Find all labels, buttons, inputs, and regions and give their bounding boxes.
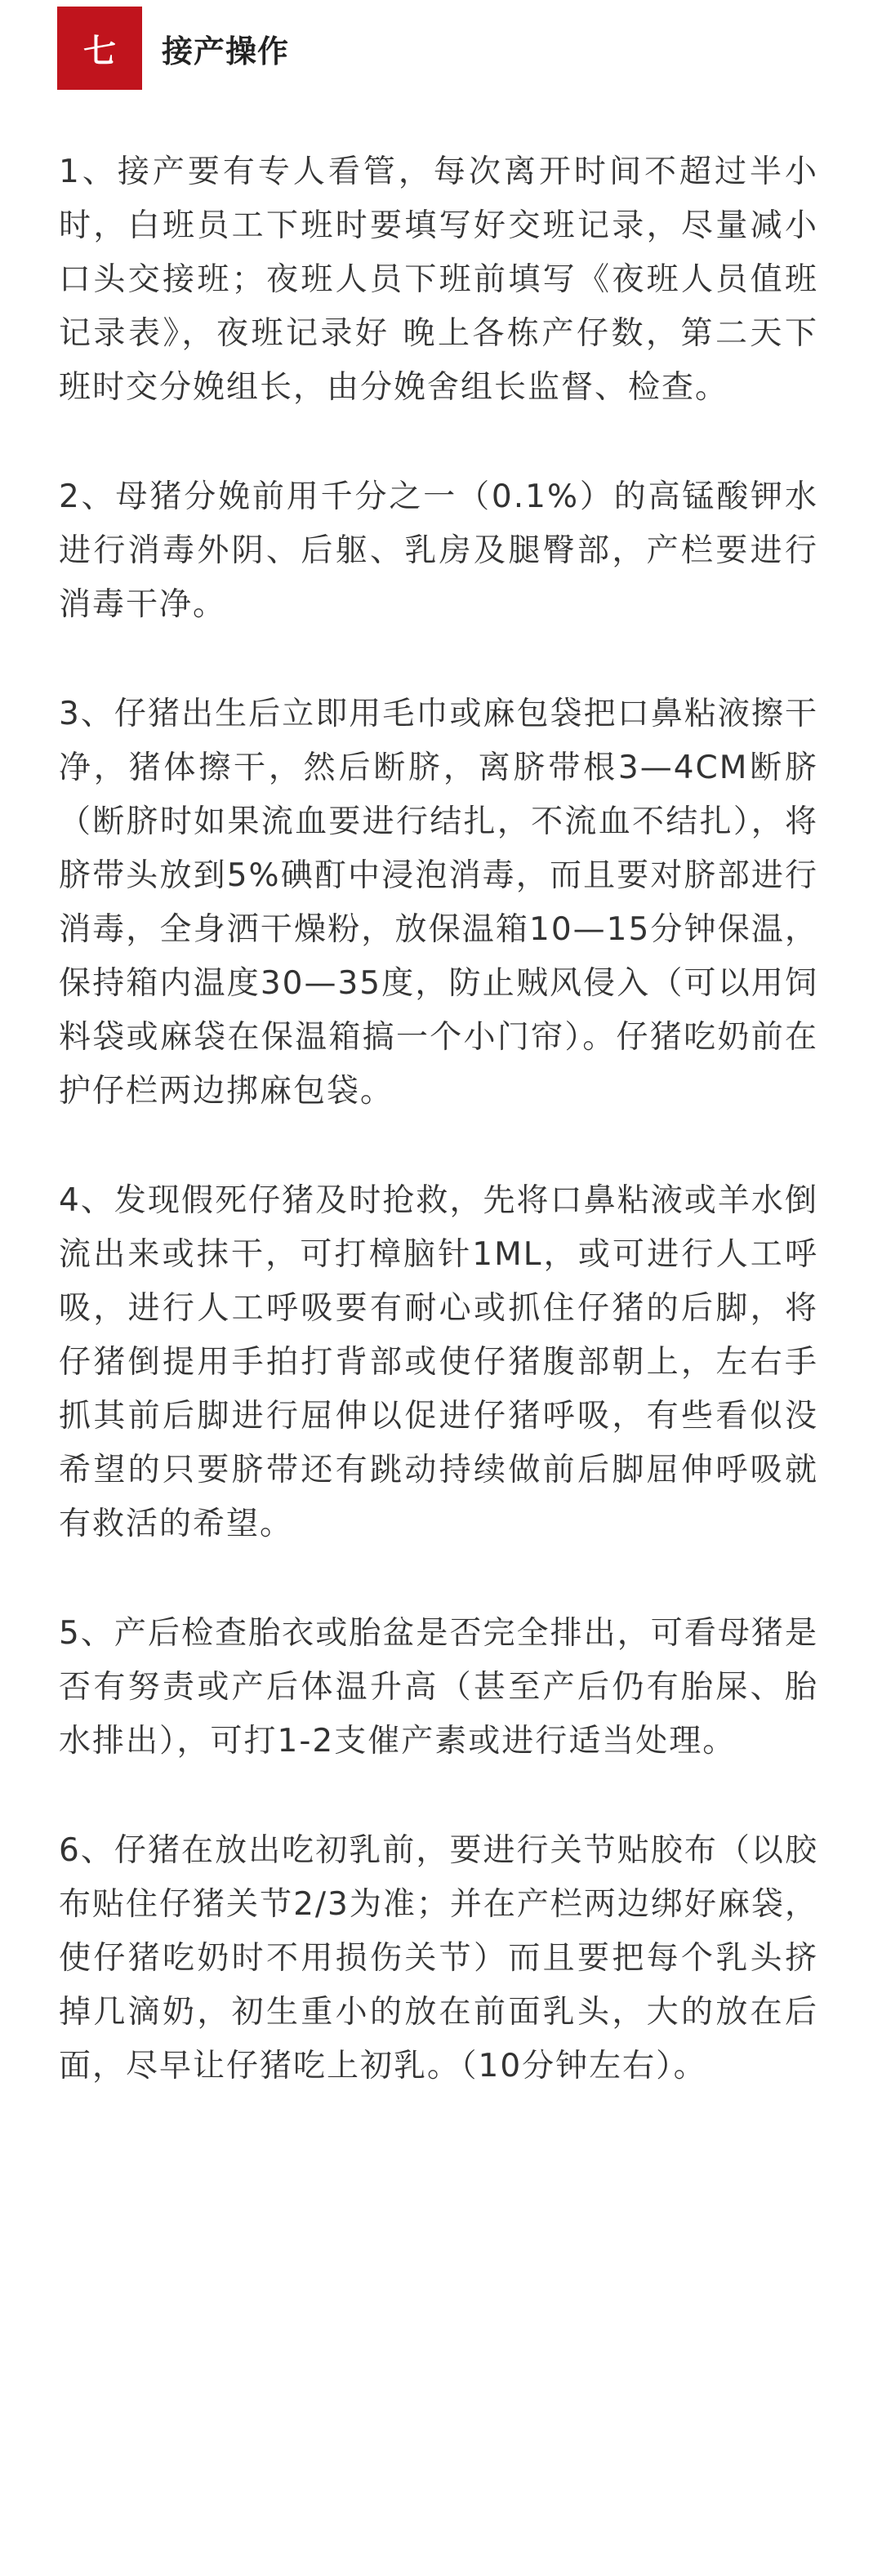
paragraph-1: 1、接产要有专人看管，每次离开时间不超过半小时，白班员工下班时要填写好交班记录，尽量减小口头交接班；夜班人员下班前填写《夜班人员值班记录表》，夜班记录好 晚上各栋产仔数，第二天下班时交分娩组长，由分娩舍组长监督、检查。 bbox=[59, 153, 818, 406]
section-title: 接产操作 bbox=[162, 33, 290, 69]
paragraph-4: 4、发现假死仔猪及时抢救，先将口鼻粘液或羊水倒流出来或抹干，可打樟脑针1ML，或可进行人工呼吸，进行人工呼吸要有耐心或抓住仔猪的后脚，将仔猪倒提用手拍打背部或使仔猪腹部朝上，左右手抓其前后脚进行屈伸以促进仔猪呼吸，有些看似没希望的只要脐带还有跳动持续做前后脚屈伸呼吸就有救活的希望。 bbox=[59, 1182, 818, 1542]
section-header bbox=[57, 7, 289, 90]
article-body bbox=[59, 145, 818, 2149]
paragraph-3: 3、仔猪出生后立即用毛巾或麻包袋把口鼻粘液擦干净，猪体擦干，然后断脐，离脐带根3—4CM断脐（断脐时如果流血要进行结扎，不流血不结扎），将脐带头放到5%碘酊中浸泡消毒，而且要对脐部进行消毒，全身洒干燥粉，放保温箱10—15分钟保温，保持箱内温度30—35度，防止贼风侵入（可以用饲料袋或麻袋在保温箱搞一个小门帘）。仔猪吃奶前在护仔栏两边挷麻包袋。 bbox=[59, 696, 818, 1110]
section-number-badge: 七 bbox=[57, 7, 142, 90]
paragraph-5: 5、产后检查胎衣或胎盆是否完全排出，可看母猪是否有努责或产后体温升高（甚至产后仍有胎屎、胎水排出），可打1-2支催产素或进行适当处理。 bbox=[59, 1615, 818, 1760]
paragraph-2: 2、母猪分娩前用千分之一（0.1%）的高锰酸钾水进行消毒外阴、后躯、乳房及腿臀部，产栏要进行消毒干净。 bbox=[59, 478, 818, 623]
paragraph-6: 6、仔猪在放出吃初乳前，要进行关节贴胶布（以胶布贴住仔猪关节2/3为准；并在产栏两边绑好麻袋，使仔猪吃奶时不用损伤关节）而且要把每个乳头挤掉几滴奶，初生重小的放在前面乳头，大的放在后面，尽早让仔猪吃上初乳。（10分钟左右）。 bbox=[59, 1832, 818, 2084]
